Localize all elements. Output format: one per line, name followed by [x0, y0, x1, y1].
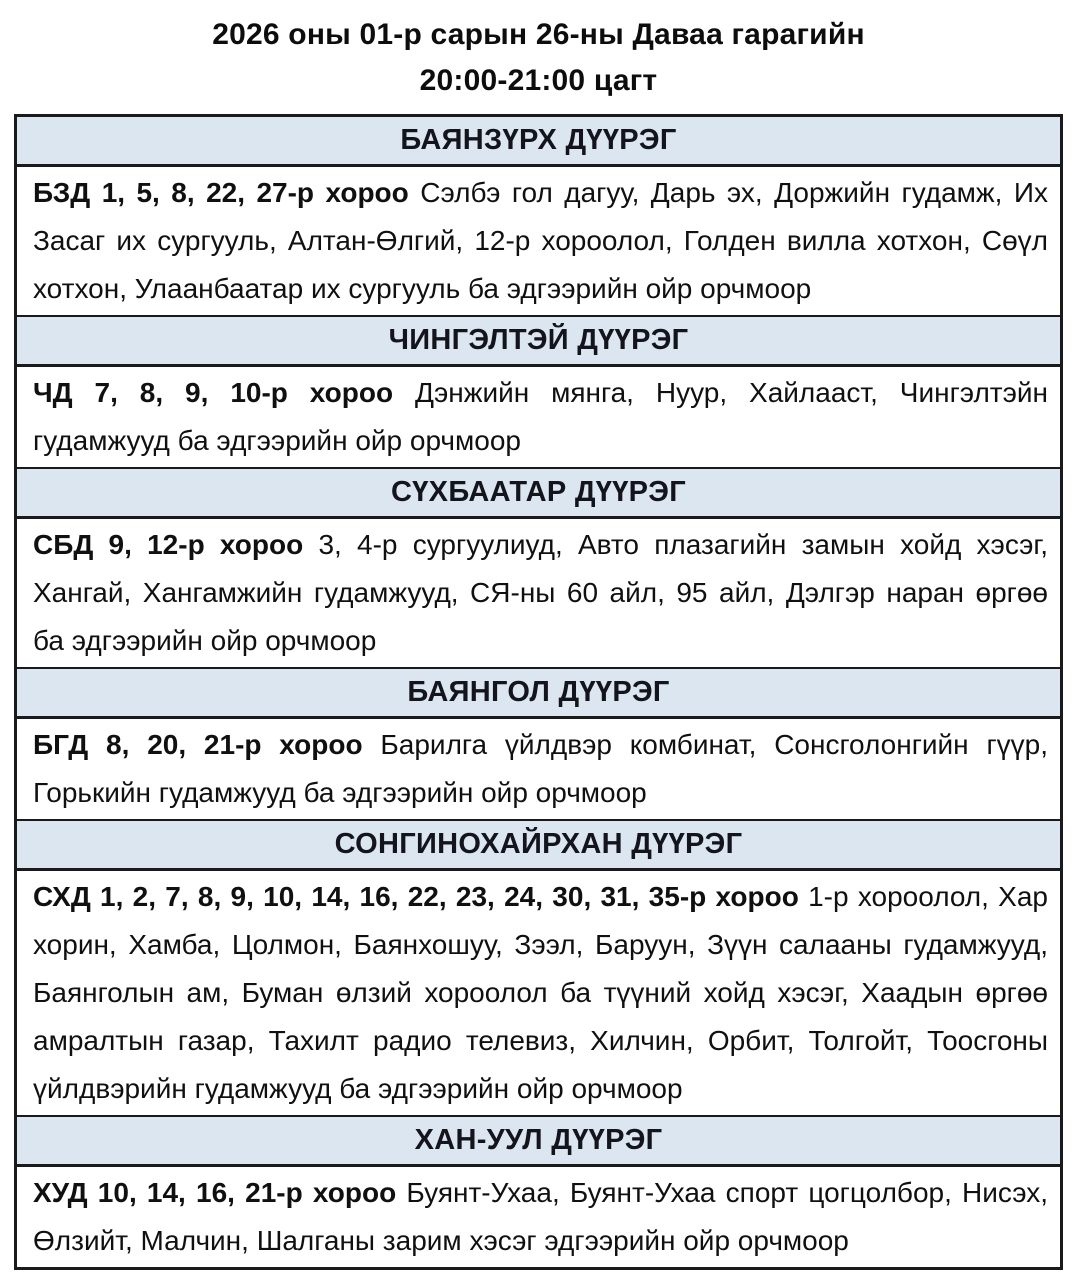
- khoroo-list: БЗД 1, 5, 8, 22, 27-р хороо: [33, 177, 409, 208]
- notice-time-title: 20:00-21:00 цагт: [419, 64, 658, 97]
- district-areas-paragraph: [33, 169, 1048, 313]
- district-outage-table: [14, 114, 1063, 1270]
- areas-text: Сэлбэ гол дагуу, Дарь эх, Доржийн гудамж, Их Засаг их сургууль, Алтан-Өлгий, 12-р хороолол, Голден вилла хотхон, Сөүл хотхон, Улаанбаатар их сургууль ба эдгээрийн ойр орчмоор: [33, 177, 1049, 304]
- district-section: [17, 667, 1060, 819]
- district-name: ЧИНГЭЛТЭЙ ДҮҮРЭГ: [388, 324, 689, 356]
- district-body-row: [17, 519, 1060, 667]
- district-header-row: [17, 315, 1060, 367]
- district-areas-paragraph: [33, 873, 1048, 1113]
- district-body-row: [17, 167, 1060, 315]
- district-name: СОНГИНОХАЙРХАН ДҮҮРЭГ: [334, 828, 743, 860]
- district-section: [17, 117, 1060, 315]
- district-section: [17, 467, 1060, 667]
- district-name: БАЯНГОЛ ДҮҮРЭГ: [407, 676, 670, 708]
- areas-text: 1-р хороолол, Хар хорин, Хамба, Цолмон, Баянхошуу, Зээл, Баруун, Зүүн салааны гудамжууд, Баянголын ам, Буман өлзий хороолол ба түүний хойд хэсэг, Хаадын өргөө амралтын газар, Тахилт радио телевиз, Хилчин, Орбит, Толгойт, Тоосгоны үйлдвэрийн гудамжууд ба эдгээрийн ойр орчмоор: [33, 881, 1049, 1104]
- khoroo-list: СХД 1, 2, 7, 8, 9, 10, 14, 16, 22, 23, 24, 30, 31, 35-р хороо: [33, 881, 799, 912]
- district-header-row: [17, 467, 1060, 519]
- district-name: БАЯНЗҮРХ ДҮҮРЭГ: [400, 124, 677, 156]
- notice-title-block: [14, 12, 1063, 104]
- areas-text: Дэнжийн мянга, Нуур, Хайлааст, Чингэлтэйн гудамжууд ба эдгээрийн ойр орчмоор: [33, 377, 1049, 456]
- district-header-row: [17, 819, 1060, 871]
- district-areas-paragraph: [33, 369, 1048, 465]
- district-body-row: [17, 1167, 1060, 1267]
- district-areas-paragraph: [33, 1169, 1048, 1265]
- district-areas-paragraph: [33, 521, 1048, 665]
- district-header-row: [17, 117, 1060, 167]
- district-section: [17, 315, 1060, 467]
- khoroo-list: СБД 9, 12-р хороо: [33, 529, 304, 560]
- khoroo-list: ЧД 7, 8, 9, 10-р хороо: [33, 377, 394, 408]
- district-body-row: [17, 871, 1060, 1115]
- district-section: [17, 819, 1060, 1115]
- district-body-row: [17, 719, 1060, 819]
- khoroo-list: БГД 8, 20, 21-р хороо: [33, 729, 363, 760]
- district-section: [17, 1115, 1060, 1267]
- areas-text: 3, 4-р сургуулиуд, Авто плазагийн замын хойд хэсэг, Хангай, Хангамжийн гудамжууд, СЯ-ны 60 айл, 95 айл, Дэлгэр наран өргөө ба эдгээрийн ойр орчмоор: [33, 529, 1048, 656]
- district-areas-paragraph: [33, 721, 1048, 817]
- district-header-row: [17, 667, 1060, 719]
- district-name: ХАН-УУЛ ДҮҮРЭГ: [414, 1124, 663, 1156]
- district-header-row: [17, 1115, 1060, 1167]
- notice-date-title: 2026 оны 01-р сарын 26-ны Даваа гарагийн: [212, 18, 865, 51]
- district-name: СҮХБААТАР ДҮҮРЭГ: [391, 476, 686, 508]
- khoroo-list: ХУД 10, 14, 16, 21-р хороо: [33, 1177, 397, 1208]
- areas-text: Барилга үйлдвэр комбинат, Сонсголонгийн гүүр, Горькийн гудамжууд ба эдгээрийн ойр орчмоор: [33, 729, 1049, 808]
- district-body-row: [17, 367, 1060, 467]
- areas-text: Буянт-Ухаа, Буянт-Ухаа спорт цогцолбор, Нисэх, Өлзийт, Малчин, Шалганы зарим хэсэг эдгээрийн ойр орчмоор: [33, 1177, 1048, 1256]
